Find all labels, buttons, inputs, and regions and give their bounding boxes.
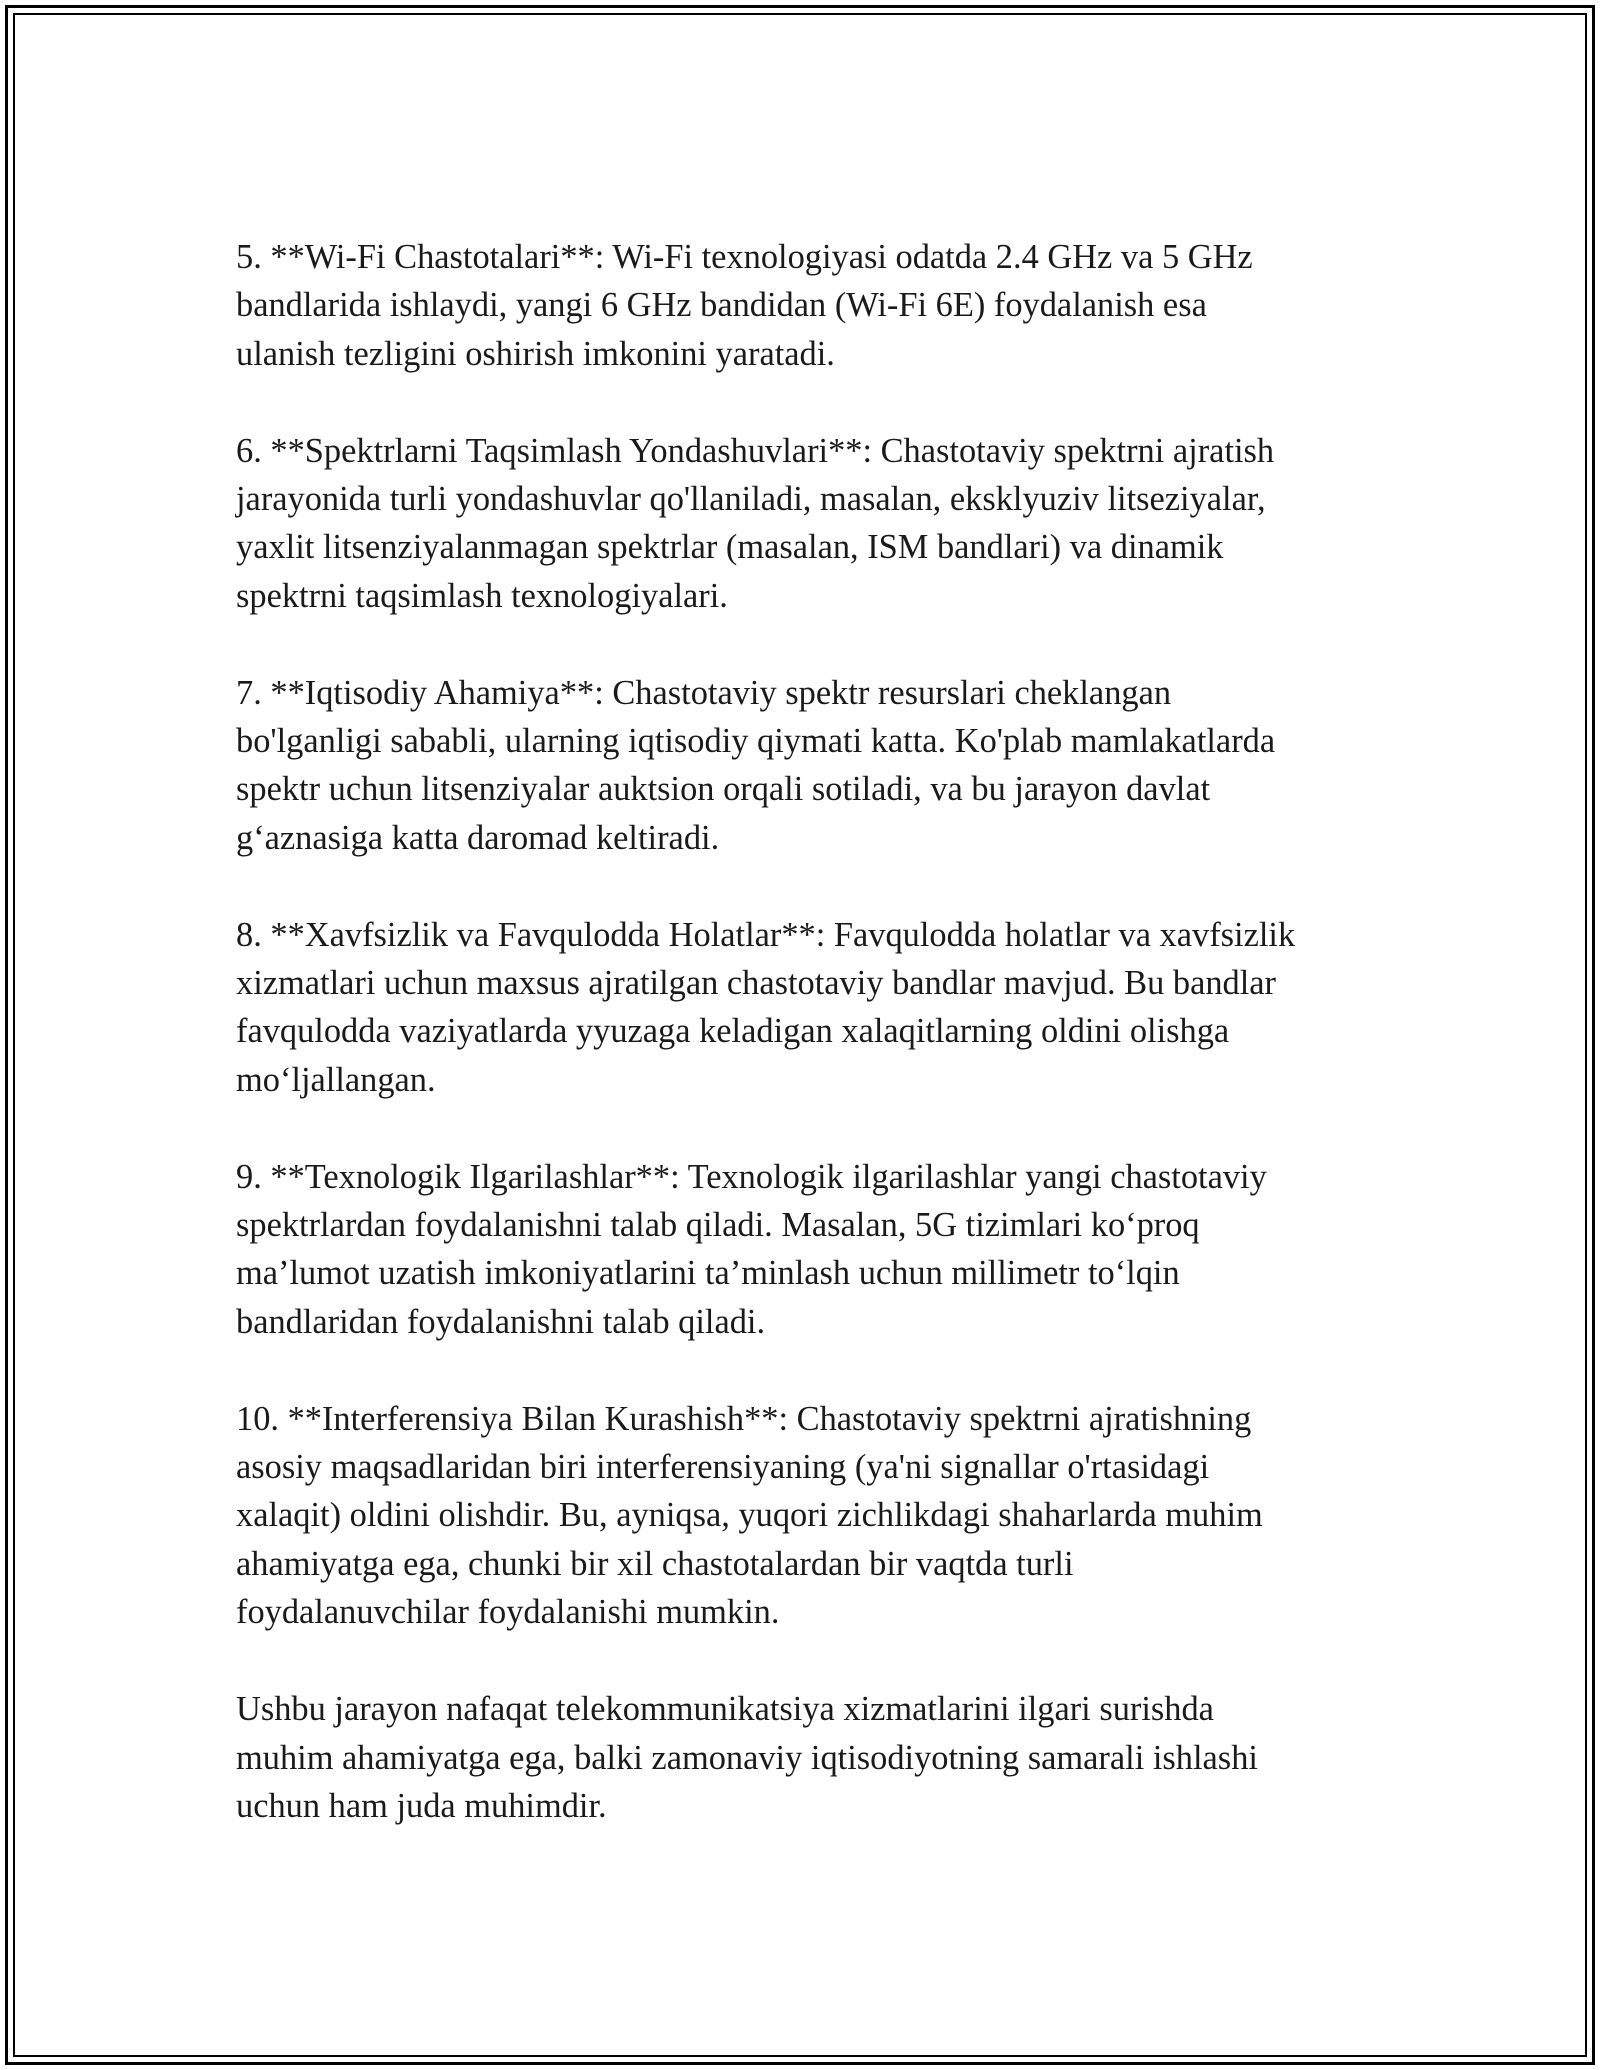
paragraph-spectrum-allocation-approaches: 6. **Spektrlarni Taqsimlash Yondashuvlari**: Chastotaviy spektrni ajratish jarayonida turli yondashuvlar qo'llaniladi, masalan, eksklyuziv litseziyalar, yaxlit litsenziyalanmagan spektrlar (masalan, ISM bandlari) va dinamik spektrni taqsimlash texnologiyalari. xyxy=(236,431,1275,615)
paragraph-security-emergency: 8. **Xavfsizlik va Favqulodda Holatlar**: Favqulodda holatlar va xavfsizlik xizmatlari uchun maxsus ajratilgan chastotaviy bandlar mavjud. Bu bandlar favqulodda vaziyatlarda yyuzaga keladigan xalaqitlarning oldini olishga mo‘ljallangan. xyxy=(236,915,1296,1099)
document-body xyxy=(236,233,1396,1879)
paragraph-interference-management: 10. **Interferensiya Bilan Kurashish**: Chastotaviy spektrni ajratishning asosiy maqsadlaridan biri interferensiyaning (ya'ni signallar o'rtasidagi xalaqit) oldini olishdir. Bu, ayniqsa, yuqori zichlikdagi shaharlarda muhim ahamiyatga ega, chunki bir xil chastotalardan bir vaqtda turli foydalanuvchilar foydalanishi mumkin. xyxy=(236,1399,1263,1632)
paragraph-wifi-frequencies: 5. **Wi-Fi Chastotalari**: Wi-Fi texnologiyasi odatda 2.4 GHz va 5 GHz bandlarida ishlaydi, yangi 6 GHz bandidan (Wi-Fi 6E) foydalanish esa ulanish tezligini oshirish imkonini yaratadi. xyxy=(236,238,1253,373)
paragraph-economic-importance: 7. **Iqtisodiy Ahamiya**: Chastotaviy spektr resurslari cheklangan bo'lganligi sababli, ularning iqtisodiy qiymati katta. Ko'plab mamlakatlarda spektr uchun litsenziyalar auktsion orqali sotiladi, va bu jarayon davlat g‘aznasiga katta daromad keltiradi. xyxy=(236,673,1276,857)
paragraph-technological-advances: 9. **Texnologik Ilgarilashlar**: Texnologik ilgarilashlar yangi chastotaviy spektrlardan foydalanishni talab qiladi. Masalan, 5G tizimlari ko‘proq ma’lumot uzatish imkoniyatlarini ta’minlash uchun millimetr to‘lqin bandlaridan foydalanishni talab qiladi. xyxy=(236,1157,1267,1341)
paragraph-conclusion: Ushbu jarayon nafaqat telekommunikatsiya xizmatlarini ilgari surishda muhim ahamiyatga ega, balki zamonaviy iqtisodiyotning samarali ishlashi uchun ham juda muhimdir. xyxy=(236,1690,1258,1825)
